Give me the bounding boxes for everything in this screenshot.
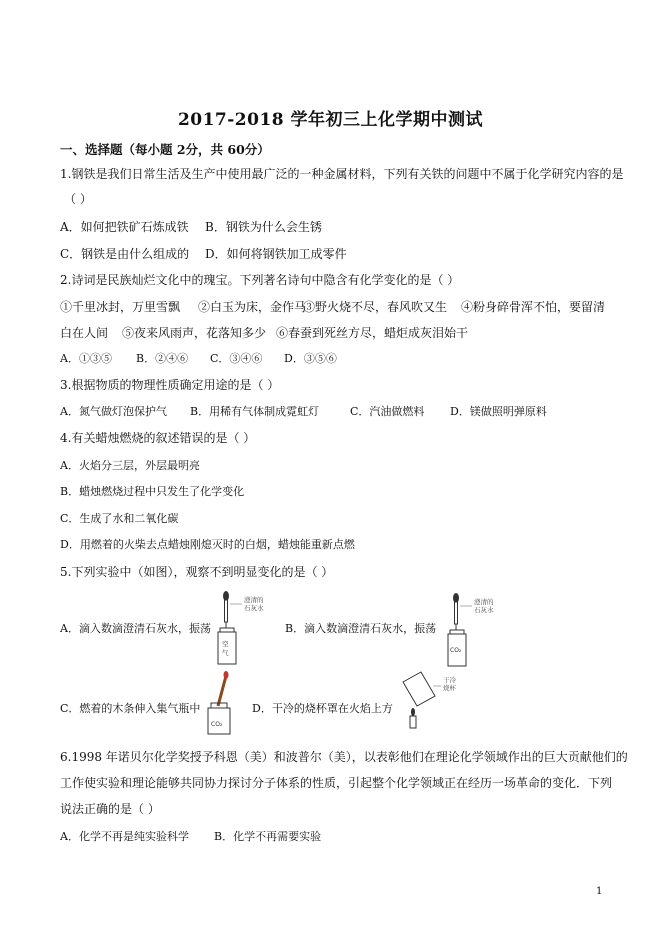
svg-text:空: 空	[222, 640, 229, 648]
q4-stem: 4.有关蜡烛燃烧的叙述错误的是（ ）	[60, 431, 256, 445]
q6-option-a: A．化学不再是纯实验科学	[60, 830, 189, 843]
q1-option-c: C．钢铁是由什么组成的	[60, 247, 190, 261]
q3-option-a: A．氮气做灯泡保护气	[60, 405, 167, 418]
svg-text:澄清的: 澄清的	[474, 598, 494, 606]
svg-text:烧杯: 烧杯	[443, 684, 456, 692]
q2-option-a: A．①③⑤	[60, 352, 112, 365]
q1-option-a: A．如何把铁矿石炼成铁	[60, 220, 189, 234]
q5-figure-c-stick-bottle	[200, 670, 240, 736]
q3-stem: 3.根据物质的物理性质确定用途的是（ ）	[60, 378, 280, 392]
q2-poem-4-cont: 白在人间	[60, 326, 109, 340]
q1-stem-line2: （ ）	[64, 192, 92, 206]
q1-option-d: D．如何将钢铁加工成零件	[205, 247, 347, 261]
q2-option-c: C．③④⑥	[210, 352, 263, 365]
q4-option-c: C．生成了水和二氧化碳	[60, 512, 179, 525]
page-title: 2017-2018 学年初三上化学期中测试	[177, 110, 484, 130]
svg-text:CO₂: CO₂	[211, 721, 223, 728]
svg-text:气: 气	[222, 649, 229, 657]
svg-text:澄清的: 澄清的	[244, 596, 264, 604]
q5-option-d: D．干冷的烧杯罩在火焰上方	[252, 702, 393, 715]
q5-figure-a-dropper-bottle	[210, 590, 278, 668]
page-number: 1	[596, 886, 603, 897]
q6-option-b: B．化学不再需要实验	[214, 830, 322, 843]
q5-figure-d-beaker-candle	[393, 668, 463, 730]
q2-option-b: B．②④⑥	[136, 352, 189, 365]
q2-poem-5: ⑤夜来风雨声，花落知多少	[122, 326, 267, 340]
q4-option-a: A．火焰分三层，外层最明亮	[60, 459, 200, 472]
q3-option-c: C．汽油做燃料	[350, 405, 425, 418]
q2-poem-1: ①千里冰封，万里雪飘	[60, 300, 181, 314]
q5-option-a: A．滴入数滴澄清石灰水，振荡	[60, 622, 211, 635]
q5-option-c: C．燃着的木条伸入集气瓶中	[60, 702, 201, 715]
q2-option-d: D．③⑤⑥	[284, 352, 337, 365]
q2-poem-4: ④粉身碎骨浑不怕，要留清	[461, 300, 606, 314]
q1-option-b: B．钢铁为什么会生锈	[205, 220, 322, 234]
svg-text:干冷: 干冷	[443, 676, 456, 684]
q3-option-d: D．镁做照明弹原料	[450, 405, 547, 418]
q5-stem: 5.下列实验中（如图），观察不到明显变化的是（ ）	[60, 565, 334, 579]
svg-text:石灰水: 石灰水	[244, 604, 264, 612]
q6-line3: 说法正确的是（ ）	[60, 802, 160, 816]
svg-text:石灰水: 石灰水	[474, 606, 494, 614]
q4-option-d: D．用燃着的火柴去点蜡烛刚熄灭时的白烟，蜡烛能重新点燃	[60, 538, 355, 551]
q2-stem: 2.诗词是民族灿烂文化中的瑰宝。下列著名诗句中隐含有化学变化的是（ ）	[60, 273, 460, 287]
q5-option-b: B．滴入数滴澄清石灰水，振荡	[285, 622, 437, 635]
svg-text:CO₂: CO₂	[450, 647, 462, 654]
q1-stem-line1: 1.钢铁是我们日常生活及生产中使用最广泛的一种金属材料，下列有关铁的问题中不属于化学研究内容的是	[60, 167, 624, 181]
q5-figure-b-dropper-bottle	[440, 592, 508, 670]
q6-line2: 工作使实验和理论能够共同协力探讨分子体系的性质，引起整个化学领域正在经历一场革命的变化．下列	[60, 776, 613, 790]
q2-poem-3: ③野火烧不尽，春风吹又生	[303, 300, 448, 314]
q2-poem-6: ⑥春蚕到死丝方尽，蜡炬成灰泪始干	[276, 326, 469, 340]
q4-option-b: B．蜡烛燃烧过程中只发生了化学变化	[60, 485, 245, 498]
section-header: 一、选择题（每小题 2分，共 60分）	[60, 142, 270, 157]
q3-option-b: B．用稀有气体制成霓虹灯	[190, 405, 320, 418]
q2-poem-2: ②白玉为床，金作马	[198, 300, 307, 314]
q6-line1: 6.1998 年诺贝尔化学奖授予科恩（美）和波普尔（美），以表彰他们在理论化学领域作出的巨大贡献他们的	[60, 750, 628, 764]
